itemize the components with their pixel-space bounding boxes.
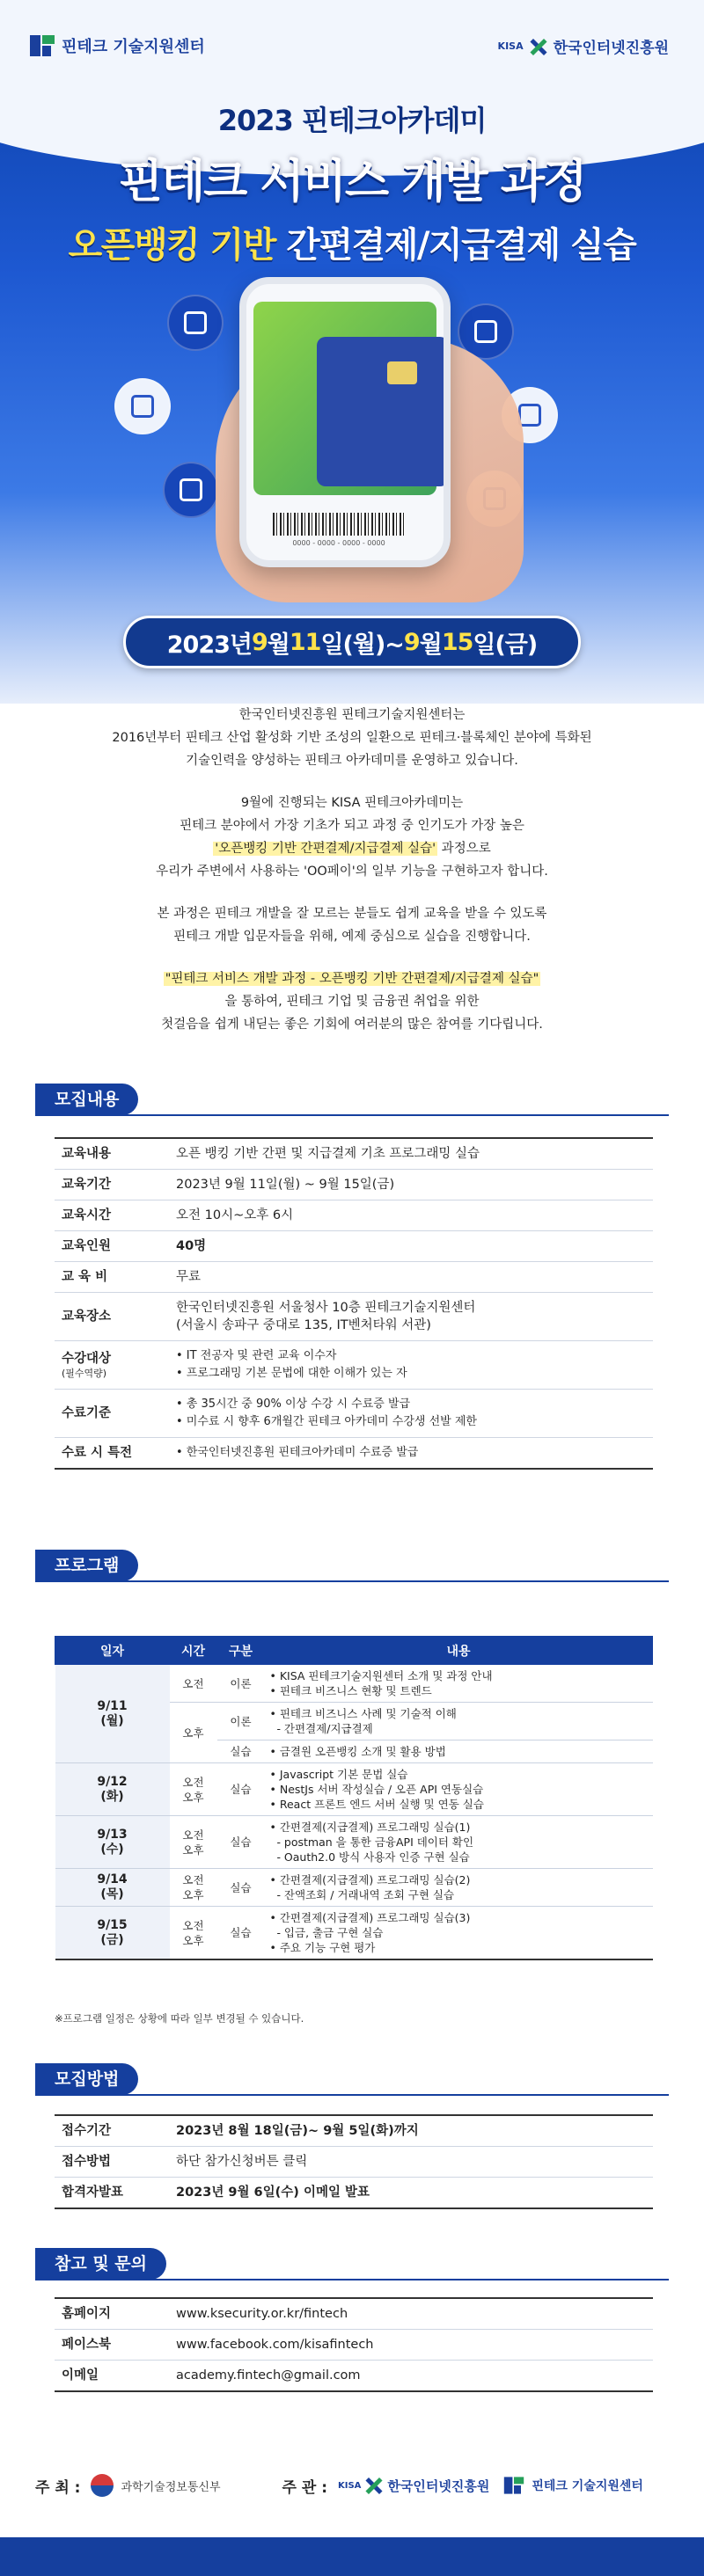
time-am: 오전 [182,1918,204,1932]
key-subtext: (필수역량) [62,1368,107,1379]
row-value: 무료 [176,1270,202,1284]
date-text-2: 일(월)~ [320,631,404,659]
table-row [55,1907,653,1960]
value-line: • 프로그래밍 기본 문법에 대한 이해가 있는 자 [176,1367,407,1380]
time-pm: 오후 [182,1933,204,1947]
email-link[interactable]: academy.fintech@gmail.com [176,2368,361,2383]
row-key: 교육내용 [62,1147,112,1161]
type-cell: 이론 [217,1703,265,1740]
hero-banner [0,0,704,704]
ft-logo-icon [30,33,55,58]
intro-paragraph-1 [0,704,704,772]
hero-title-sub [0,217,704,267]
time-cell: 오전 [170,1665,217,1703]
value-line: • IT 전공자 및 관련 교육 이수자 [176,1349,337,1362]
ft-logo-icon [504,2476,524,2495]
intro-paragraph-3 [0,902,704,948]
content-cell [265,1763,653,1816]
section-divider [35,2094,669,2096]
time-cell: 오후 [170,1703,217,1763]
table-row [55,1231,653,1262]
type-cell: 실습 [217,1740,265,1763]
value-line: • 총 35시간 중 90% 이상 수강 시 수료증 발급 [176,1397,411,1411]
row-key: 이메일 [62,2368,99,2383]
intro-line: 을 통하여, 핀테크 기업 및 금융권 취업을 위한 [224,995,480,1009]
day-cell [55,1763,170,1816]
fintech-center-name: 핀테크 기술지원센터 [532,2479,643,2493]
content-line: • Javascript 기본 문법 실습 [269,1768,408,1781]
row-key [55,1341,169,1390]
host-label: 주 최 : [35,2478,81,2497]
day-weekday: (월) [100,1713,124,1728]
hero-sub-highlight: 오픈뱅킹 기반 [68,225,275,266]
day-weekday: (목) [100,1887,124,1901]
row-key: 교육시간 [62,1208,112,1222]
date-suffix: 일(금) [473,631,538,659]
phone-check-icon [167,295,224,351]
date-month-start: 9 [251,628,268,656]
day-date: 9/13 [97,1827,128,1842]
date-prefix: 2023년 [166,631,252,659]
intro-highlight: '오픈뱅킹 기반 간편결제/지급결제 실습' [215,842,436,856]
content-cell [265,1907,653,1960]
content-line: • React 프론트 엔드 서버 실행 및 연동 실습 [269,1798,484,1811]
row-value [169,1390,653,1438]
time-pm: 오후 [182,1888,204,1901]
table-row [55,1170,653,1200]
time-am: 오전 [182,1873,204,1886]
program-note: ※프로그램 일정은 상황에 따라 일부 변경될 수 있습니다. [55,2012,304,2025]
content-line: - 간편결제/지급결제 [269,1722,373,1735]
header-date: 일자 [55,1637,170,1665]
type-cell: 실습 [217,1763,265,1816]
time-cell [170,1907,217,1960]
section-divider [35,2279,669,2280]
intro-line: 핀테크 개발 입문자들을 위해, 예제 중심으로 실습을 진행합니다. [173,930,531,944]
date-text-3: 월 [419,631,442,659]
time-pm: 오후 [182,1843,204,1857]
row-key: 페이스북 [62,2338,112,2352]
section-divider [35,1114,669,1116]
table-row [55,1262,653,1293]
row-value [169,1293,653,1341]
type-cell: 실습 [217,1907,265,1960]
content-line: - postman 을 통한 금융API 데이터 확인 [269,1835,474,1849]
kisa-abbrev: KISA [497,40,524,52]
row-key: 접수기간 [62,2124,112,2138]
row-value: • 한국인터넷진흥원 핀테크아카데미 수료증 발급 [176,1446,419,1459]
table-row [55,1293,653,1341]
table-row [55,1438,653,1470]
time-cell [170,1816,217,1869]
intro-text [0,704,704,1055]
day-cell [55,1665,170,1763]
kisa-x-icon [364,2476,384,2495]
content-line: • NestJs 서버 작성실습 / 오픈 API 연동실습 [269,1783,484,1796]
intro-highlight: "핀테크 서비스 개발 과정 - 오픈뱅킹 기반 간편결제/지급결제 실습" [165,972,539,986]
date-month-end: 9 [403,628,420,656]
intro-line: 첫걸음을 쉽게 내딛는 좋은 기회에 여러분의 많은 참여를 기다립니다. [161,1018,543,1032]
table-row [55,1138,653,1170]
table-row [55,1763,653,1816]
row-value: 하단 참가신청버튼 클릭 [176,2155,308,2169]
footer-orgs [35,2473,669,2498]
table-row [55,1390,653,1438]
value-line: (서울시 송파구 중대로 135, IT벤처타워 서관) [176,1318,431,1332]
header-type: 구분 [217,1637,265,1665]
intro-line: 과정으로 [437,842,491,856]
row-value: 2023년 9월 6일(수) 이메일 발표 [176,2186,370,2200]
intro-paragraph-2 [0,792,704,883]
value-line: • 미수료 시 향후 6개월간 핀테크 아카데미 수강생 선발 제한 [176,1415,477,1428]
taeguk-icon [91,2474,114,2497]
row-key: 홈페이지 [62,2307,112,2321]
kisa-logo [498,35,669,57]
day-date: 9/15 [97,1917,128,1932]
type-cell: 실습 [217,1869,265,1907]
footer-bar [0,2537,704,2576]
row-value [169,1341,653,1390]
hero-title-main: 핀테크 서비스 개발 과정 [118,156,586,208]
hero-title-year: 2023 핀테크아카데미 [217,104,487,137]
time-am: 오전 [182,1828,204,1842]
program-header-row [55,1637,653,1665]
day-date: 9/12 [97,1774,128,1789]
card-chip [387,361,417,384]
hero-date-banner [123,616,581,668]
barcode [273,513,405,536]
day-date: 9/11 [97,1698,128,1713]
intro-paragraph-4 [0,967,704,1036]
content-line: • 간편결제(지급결제) 프로그래밍 실습(2) [269,1873,471,1886]
content-cell [265,1703,653,1740]
row-value: 2023년 9월 11일(월) ~ 9월 15일(금) [176,1178,395,1192]
intro-line: 9월에 진행되는 KISA 핀테크아카데미는 [240,796,464,810]
table-row [55,2147,653,2178]
organizer-label: 주 관 : [282,2478,327,2497]
row-key: 수료기준 [62,1406,112,1420]
table-row [55,2361,653,2392]
day-weekday: (화) [100,1789,124,1804]
date-text-1: 월 [267,631,290,659]
day-date: 9/14 [97,1872,128,1886]
table-row [55,2298,653,2330]
header-time: 시간 [170,1637,217,1665]
intro-line: 우리가 주변에서 사용하는 'OO페이'의 일부 기능을 구현하고자 합니다. [156,865,548,879]
time-cell [170,1869,217,1907]
content-line: • 주요 기능 구현 평가 [269,1941,376,1954]
content-line: • 핀테크 비즈니스 사례 및 기술적 이해 [269,1707,457,1720]
content-line: • 간편결제(지급결제) 프로그래밍 실습(3) [269,1911,471,1924]
content-line: • KISA 핀테크기술지원센터 소개 및 과정 안내 [269,1669,493,1682]
fintech-center-name: 핀테크 기술지원센터 [62,38,205,56]
content-cell [265,1816,653,1869]
hero-title-block [0,99,704,267]
method-table [55,2114,653,2209]
intro-line: 기술인력을 양성하는 핀테크 아카데미를 운영하고 있습니다. [186,754,518,768]
kisa-x-icon [529,37,548,56]
row-value: 오전 10시~오후 6시 [176,1208,294,1222]
facebook-link[interactable]: www.facebook.com/kisafintech [176,2338,374,2352]
footer [0,2454,704,2576]
homepage-link[interactable]: www.ksecurity.or.kr/fintech [176,2307,348,2321]
content-cell [265,1665,653,1703]
row-key: 교 육 비 [62,1270,108,1284]
table-row [55,2178,653,2209]
section-title-program: 프로그램 [35,1550,138,1581]
day-weekday: (금) [100,1932,124,1947]
section-title-contact: 참고 및 문의 [35,2248,166,2280]
day-cell [55,1816,170,1869]
type-cell: 이론 [217,1665,265,1703]
content-cell [265,1869,653,1907]
row-key: 교육인원 [62,1239,112,1253]
intro-line: 한국인터넷진흥원 핀테크기술지원센터는 [238,708,466,722]
time-pm: 오후 [182,1790,204,1804]
date-day-start: 11 [289,628,321,656]
content-cell: • 금결원 오픈뱅킹 소개 및 활용 방법 [265,1740,653,1763]
section-title-recruit: 모집내용 [35,1084,138,1115]
table-row [55,1200,653,1231]
table-row [55,1341,653,1390]
row-key: 접수방법 [62,2155,112,2169]
smartphone [239,277,451,567]
table-row [55,1869,653,1907]
hero-sub-rest: 간편결제/지급결제 실습 [275,225,636,266]
day-cell [55,1869,170,1907]
table-row [55,2330,653,2361]
time-am: 오전 [182,1775,204,1789]
row-value: 40명 [176,1239,207,1253]
barcode-number: 0000 - 0000 - 0000 - 0000 [292,539,385,547]
value-line: 한국인터넷진흥원 서울청사 10층 핀테크기술지원센터 [176,1301,476,1315]
kisa-abbrev: KISA [338,2480,362,2491]
time-cell [170,1763,217,1816]
date-day-end: 15 [441,628,473,656]
table-row [55,1665,653,1703]
card-icon [163,462,219,518]
row-value: 오픈 뱅킹 기반 간편 및 지급결제 기초 프로그래밍 실습 [176,1147,480,1161]
kisa-name: 한국인터넷진흥원 [387,2477,490,2494]
table-row [55,2115,653,2147]
row-key: 수료 시 특전 [62,1446,133,1460]
content-line: - 잔액조회 / 거래내역 조회 구현 실습 [269,1888,455,1901]
day-weekday: (수) [100,1842,124,1857]
section-title-method: 모집방법 [35,2063,138,2095]
section-divider [35,1580,669,1582]
row-key: 교육장소 [62,1310,112,1324]
kisa-name: 한국인터넷진흥원 [553,40,669,57]
intro-line: 2016년부터 핀테크 산업 활성화 기반 조성의 일환으로 핀테크·블록체인 분야에 특화된 [112,731,592,745]
program-table [55,1636,653,1960]
intro-line: 본 과정은 핀테크 개발을 잘 모르는 분들도 쉽게 교육을 받을 수 있도록 [157,907,547,921]
contact-table [55,2297,653,2392]
phone-illustration [0,277,704,594]
content-line: - Oauth2.0 방식 사용자 인증 구현 실습 [269,1850,470,1864]
wallet-icon [114,378,171,434]
table-row [55,1816,653,1869]
key-text: 수강대상 [62,1352,112,1366]
content-line: • 핀테크 비즈니스 현황 및 트렌드 [269,1684,432,1697]
ministry-name: 과학기술정보통신부 [121,2480,221,2494]
row-value: 2023년 8월 18일(금)~ 9월 5일(화)까지 [176,2124,419,2138]
day-cell [55,1907,170,1960]
content-line: • 간편결제(지급결제) 프로그래밍 실습(1) [269,1821,471,1834]
intro-line: 핀테크 분야에서 가장 기초가 되고 과정 중 인기도가 가장 높은 [180,819,524,833]
header-content: 내용 [265,1637,653,1665]
type-cell: 실습 [217,1816,265,1869]
row-key: 교육기간 [62,1178,112,1192]
row-key: 합격자발표 [62,2186,124,2200]
fintech-center-logo [30,33,205,58]
recruit-table [55,1137,653,1470]
blue-card [317,337,449,486]
content-line: - 입금, 출금 구현 실습 [269,1926,384,1939]
